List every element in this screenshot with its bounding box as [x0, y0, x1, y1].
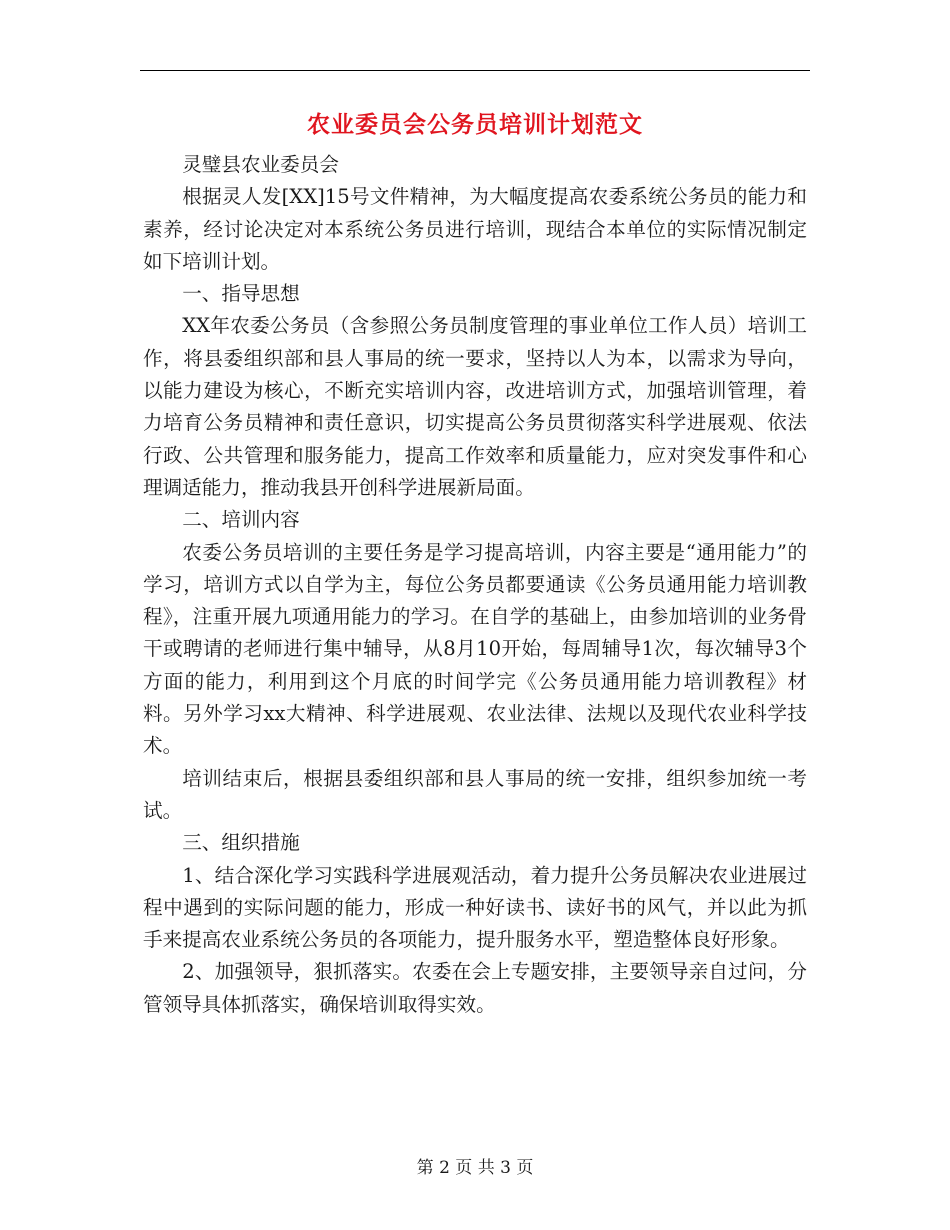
- paragraph-intro: 根据灵人发[XX]15号文件精神，为大幅度提高农委系统公务员的能力和素养，经讨论决定对本系统公务员进行培训，现结合本单位的实际情况制定如下培训计划。: [143, 185, 807, 273]
- heading-organization-measures: 三、组织措施: [182, 831, 300, 855]
- header-rule: [140, 70, 810, 71]
- paragraph-organization: 灵璧县农业委员会: [182, 153, 339, 176]
- paragraph-exam: 培训结束后，根据县委组织部和县人事局的统一安排，组织参加统一考试。: [143, 766, 807, 822]
- document-title: 农业委员会公务员培训计划范文: [307, 112, 643, 138]
- heading-training-content: 二、培训内容: [182, 508, 300, 532]
- page-number-footer: 第 2 页 共 3 页: [416, 1158, 534, 1178]
- document-body: [143, 149, 807, 1021]
- paragraph-measure-2: 2、加强领导，狠抓落实。农委在会上专题安排，主要领导亲自过问，分管领导具体抓落实，确保培训取得实效。: [143, 960, 807, 1016]
- paragraph-measure-1: 1、结合深化学习实践科学进展观活动，着力提升公务员解决农业进展过程中遇到的实际问题的能力，形成一种好读书、读好书的风气，并以此为抓手来提高农业系统公务员的各项能力，提升服务水平，塑造整体良好形象。: [143, 863, 807, 952]
- paragraph-guiding-ideology: XX年农委公务员（含参照公务员制度管理的事业单位工作人员）培训工作，将县委组织部和县人事局的统一要求，坚持以人为本，以需求为导向，以能力建设为核心，不断充实培训内容，改进培训方式，加强培训管理，着力培育公务员精神和责任意识，切实提高公务员贯彻落实科学进展观、依法行政、公共管理和服务能力，提高工作效率和质量能力，应对突发事件和心理调适能力，推动我县开创科学进展新局面。: [143, 314, 807, 499]
- heading-guiding-ideology: 一、指导思想: [182, 282, 300, 306]
- paragraph-training-content: 农委公务员培训的主要任务是学习提高培训，内容主要是“通用能力”的学习，培训方式以自学为主，每位公务员都要通读《公务员通用能力培训教程》，注重开展九项通用能力的学习。在自学的基础上，由参加培训的业务骨干或聘请的老师进行集中辅导，从8月10开始，每周辅导1次，每次辅导3个方面的能力，利用到这个月底的时间学完《公务员通用能力培训教程》材料。另外学习xx大精神、科学进展观、农业法律、法规以及现代农业科学技术。: [143, 540, 807, 758]
